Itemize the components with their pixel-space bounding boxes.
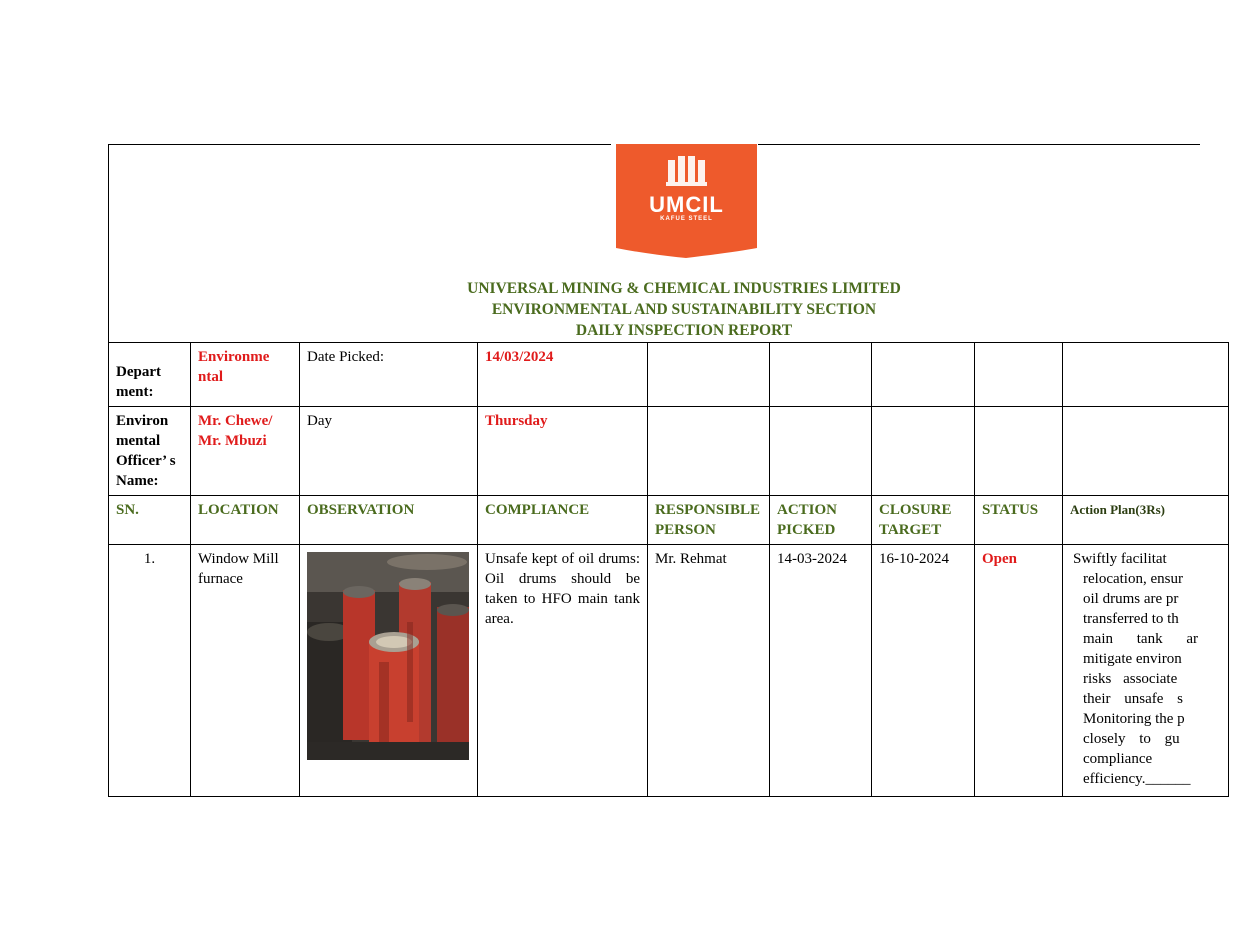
sn-cell: 1. — [109, 545, 191, 797]
column-header-row — [109, 496, 1229, 545]
officer-row — [109, 407, 1229, 496]
empty-cell — [648, 407, 770, 496]
company-name: UNIVERSAL MINING & CHEMICAL INDUSTRIES LIMITED — [467, 280, 901, 297]
responsible-cell: Mr. Rehmat — [648, 545, 770, 797]
column-header: ACTION PICKED — [770, 496, 872, 545]
column-header: COMPLIANCE — [478, 496, 648, 545]
department-label: Depart ment: — [109, 343, 191, 407]
column-header: CLOSURE TARGET — [872, 496, 975, 545]
empty-cell — [872, 407, 975, 496]
empty-cell — [770, 407, 872, 496]
action-plan-line: mitigate environ — [1083, 651, 1182, 667]
umcil-logo — [616, 144, 757, 258]
report-heading — [108, 278, 1260, 341]
empty-cell — [975, 407, 1063, 496]
action-plan-line: their unsafe s — [1083, 691, 1183, 707]
day-label: Day — [300, 407, 478, 496]
empty-cell — [1063, 343, 1229, 407]
empty-cell — [648, 343, 770, 407]
frame-border-top-left — [108, 144, 611, 145]
action-plan-line: Swiftly facilitat — [1073, 551, 1167, 567]
column-header: SN. — [109, 496, 191, 545]
column-header: LOCATION — [191, 496, 300, 545]
logo-word: UMCIL — [649, 192, 724, 217]
department-row — [109, 343, 1229, 407]
officer-value: Mr. Chewe/ Mr. Mbuzi — [191, 407, 300, 496]
column-header: Action Plan(3Rs) — [1063, 496, 1229, 545]
action-plan-line: relocation, ensur — [1083, 571, 1183, 587]
column-header: OBSERVATION — [300, 496, 478, 545]
action-plan-line: transferred to th — [1083, 611, 1179, 627]
observation-cell — [300, 545, 478, 797]
empty-cell — [975, 343, 1063, 407]
location-cell: Window Mill furnace — [191, 545, 300, 797]
day-value: Thursday — [478, 407, 648, 496]
action-plan-line: oil drums are pr — [1083, 591, 1179, 607]
empty-cell — [770, 343, 872, 407]
action-plan-cell — [1063, 545, 1229, 797]
oil-drums-photo — [307, 552, 469, 760]
action-plan-line: closely to gu — [1083, 731, 1180, 747]
officer-label: Environ mental Officer’ s Name: — [109, 407, 191, 496]
action-plan-line: Monitoring the p — [1083, 711, 1185, 727]
action-plan-line: compliance — [1083, 751, 1153, 767]
frame-border-top-right — [758, 144, 1200, 145]
section-name: ENVIRONMENTAL AND SUSTAINABILITY SECTION — [491, 301, 877, 318]
status-cell: Open — [975, 545, 1063, 797]
column-header: STATUS — [975, 496, 1063, 545]
closure-target-cell: 16-10-2024 — [872, 545, 975, 797]
empty-cell — [872, 343, 975, 407]
department-value: Environme ntal — [191, 343, 300, 407]
empty-cell — [1063, 407, 1229, 496]
report-title: DAILY INSPECTION REPORT — [575, 322, 793, 339]
inspection-table — [108, 342, 1229, 797]
compliance-cell: Unsafe kept of oil drums: Oil drums should be taken to HFO main tank area. — [478, 545, 648, 797]
column-header: RESPONSIBLE PERSON — [648, 496, 770, 545]
logo-subtitle: KAFUE STEEL — [660, 216, 713, 222]
date-label: Date Picked: — [300, 343, 478, 407]
action-plan-line: main tank ar — [1083, 631, 1198, 647]
action-plan-line: efficiency.______ — [1083, 771, 1191, 787]
report-frame — [108, 144, 1200, 787]
action-picked-cell: 14-03-2024 — [770, 545, 872, 797]
table-row — [109, 545, 1229, 797]
date-value: 14/03/2024 — [478, 343, 648, 407]
action-plan-line: risks associate — [1083, 671, 1178, 687]
